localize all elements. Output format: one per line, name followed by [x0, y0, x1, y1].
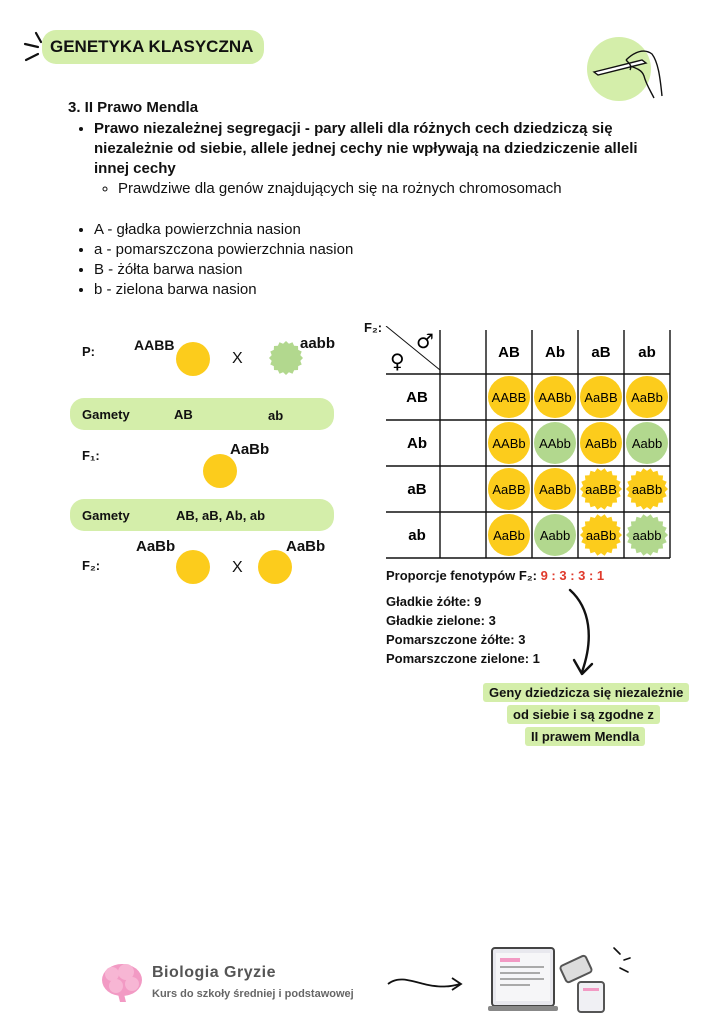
cell-genotype: aabb — [632, 528, 662, 543]
conclusion-line: od siebie i są zgodne z — [507, 705, 660, 724]
gamete: ab — [268, 408, 284, 423]
list-item: • a - pomarszczona powierzchnia nasion — [94, 240, 353, 260]
gamete: AB — [174, 407, 193, 422]
cell-genotype: AaBb — [585, 436, 617, 451]
conclusion-note — [483, 683, 693, 743]
gamety-bar-1 — [70, 398, 334, 430]
punnett-label: F₂: — [364, 320, 383, 335]
column-header: ab — [638, 344, 656, 361]
law-list — [70, 119, 674, 199]
punnett-square — [380, 326, 676, 562]
arrow-right-icon — [386, 968, 466, 998]
gamety-label: Gamety — [82, 508, 130, 523]
cell-genotype: aaBb — [585, 528, 617, 543]
column-header: Ab — [545, 344, 565, 361]
cell-genotype: AaBB — [492, 482, 526, 497]
cell-genotype: aaBB — [585, 482, 617, 497]
page-title: GENETYKA KLASYCZNA — [42, 30, 264, 64]
cross-sign: X — [232, 559, 243, 576]
column-header: AB — [498, 344, 520, 361]
list-item — [94, 119, 674, 199]
f2-parent2-genotype: AaBb — [286, 538, 326, 555]
f2-label: F₂: — [82, 558, 101, 573]
f2-parent2-seed — [258, 550, 292, 584]
proportions-ratio: 9 : 3 : 3 : 1 — [540, 568, 605, 583]
list-item: • B - żółta barwa nasion — [94, 260, 353, 280]
f1-genotype: AaBb — [230, 441, 270, 458]
proportions-label: Proporcje fenotypów F₂: — [386, 568, 537, 583]
cell-genotype: AABb — [538, 390, 572, 405]
phenotype-item: Pomarszczone zielone: 1 — [386, 651, 540, 666]
list-item: • b - zielona barwa nasion — [94, 280, 353, 300]
writing-hand-icon — [586, 36, 666, 104]
row-header: AB — [406, 389, 428, 406]
spark-icon — [22, 30, 44, 66]
proportions-line — [386, 568, 604, 583]
f1-seed — [203, 454, 237, 488]
gametes-list: AB, aB, Ab, ab — [176, 508, 266, 523]
law-text: Prawo niezależnej segregacji - pary alleli dla różnych cech dziedziczą się niezależnie od siebie, allele jednej cechy nie wpływają na dziedziczenie alleli innej cechy — [94, 120, 638, 177]
brand-name: Biologia Gryzie — [152, 964, 276, 981]
cell-genotype: AAbb — [539, 436, 571, 451]
cell-genotype: aaBb — [631, 482, 663, 497]
row-header: aB — [407, 481, 427, 498]
parent1-seed — [176, 342, 210, 376]
cell-genotype: AABb — [492, 436, 526, 451]
gamety-bar-2 — [70, 499, 334, 531]
allele-list — [70, 220, 353, 300]
cell-genotype: AaBb — [539, 482, 571, 497]
f2-parent1-seed — [176, 550, 210, 584]
cell-genotype: Aabb — [631, 436, 663, 451]
f1-label: F₁: — [82, 448, 100, 463]
arrow-icon — [560, 586, 610, 682]
cell-genotype: AaBb — [631, 390, 663, 405]
column-header: aB — [591, 344, 611, 361]
female-symbol: ♀ — [390, 349, 405, 373]
parent1-genotype: AABB — [134, 337, 175, 353]
section-title: 3. II Prawo Mendla — [68, 99, 199, 116]
phenotype-item: Gładkie zielone: 3 — [386, 613, 496, 628]
p-label: P: — [82, 344, 95, 359]
conclusion-line: Geny dziedzicza się niezależnie — [483, 683, 689, 702]
brain-logo-icon — [100, 960, 144, 1004]
conclusion-line: II prawem Mendla — [525, 727, 645, 746]
f2-parent1-genotype: AaBb — [136, 538, 176, 555]
parent2-genotype: aabb — [300, 335, 336, 352]
phenotype-item: Gładkie żółte: 9 — [386, 594, 482, 609]
law-sublist — [94, 179, 674, 199]
devices-icon — [488, 944, 634, 1016]
gamety-label: Gamety — [82, 407, 130, 422]
phenotype-list — [386, 592, 540, 668]
male-symbol: ♂ — [416, 329, 434, 353]
list-item: • A - gładka powierzchnia nasion — [94, 220, 353, 240]
phenotype-item: Pomarszczone żółte: 3 — [386, 632, 526, 647]
brand-tagline: Kurs do szkoły średniej i podstawowej — [152, 988, 354, 1000]
parent2-seed — [268, 340, 304, 376]
cell-genotype: Aabb — [539, 528, 571, 543]
cell-genotype: AaBb — [493, 528, 525, 543]
cell-genotype: AABB — [491, 390, 527, 405]
list-item: ◦ Prawdziwe dla genów znajdujących się na rożnych chromosomach — [118, 179, 674, 199]
row-header: Ab — [407, 435, 427, 452]
cell-genotype: AaBB — [584, 390, 618, 405]
cross-sign: X — [232, 350, 243, 367]
row-header: ab — [408, 527, 426, 544]
